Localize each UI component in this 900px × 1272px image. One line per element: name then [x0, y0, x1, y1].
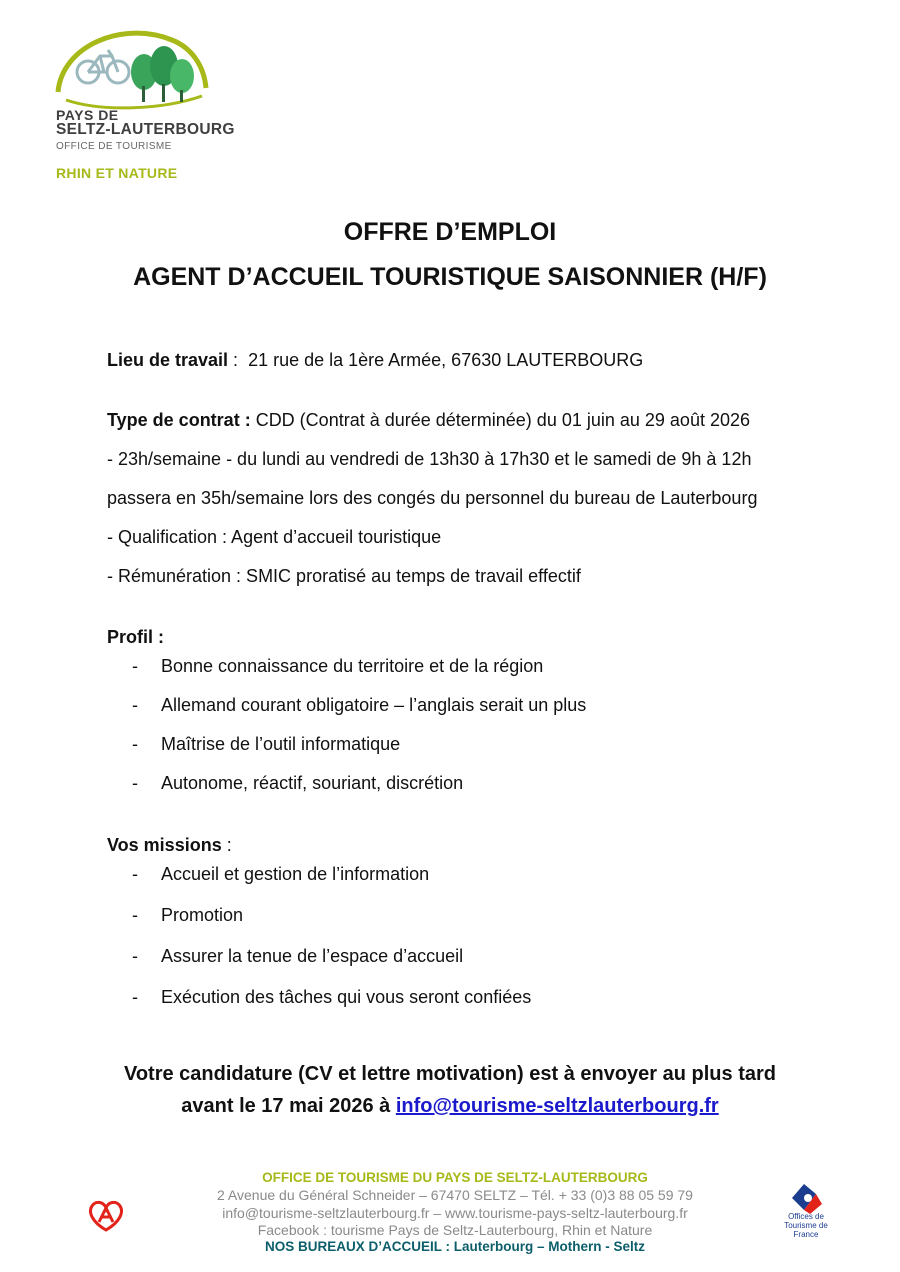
otf-label: Offices de Tourisme de France — [784, 1212, 828, 1239]
contract-qualification: - Qualification : Agent d’accueil touristique — [107, 527, 442, 547]
footer-web[interactable]: info@tourisme-seltzlauterbourg.fr – www.tourisme-pays-seltz-lauterbourg.fr — [222, 1205, 688, 1221]
logo-name-line1: PAYS DE — [56, 107, 119, 123]
missions-heading: Vos missions — [107, 835, 222, 855]
workplace-sep: : — [228, 350, 249, 370]
contract-label: Type de contrat : — [107, 410, 251, 430]
profile-item: Bonne connaissance du territoire et de la région — [161, 656, 544, 676]
logo-name-line2: SELTZ-LAUTERBOURG — [56, 121, 235, 138]
bullet-marker: - — [132, 734, 138, 754]
mission-item: Accueil et gestion de l’information — [161, 864, 430, 884]
workplace-label: Lieu de travail — [107, 350, 229, 370]
workplace-value: 21 rue de la 1ère Armée, 67630 LAUTERBOURG — [248, 350, 644, 370]
profile-heading: Profil : — [107, 627, 164, 647]
contract-hours-extra: passera en 35h/semaine lors des congés du personnel du bureau de Lauterbourg — [107, 488, 758, 508]
mission-item: Assurer la tenue de l’espace d’accueil — [161, 946, 464, 966]
application-email-link[interactable]: info@tourisme-seltzlauterbourg.fr — [395, 1095, 719, 1117]
mission-item: Promotion — [161, 905, 244, 925]
footer-facebook: Facebook : tourisme Pays de Seltz-Lauterbourg, Rhin et Nature — [257, 1222, 653, 1238]
bullet-marker: - — [132, 656, 138, 676]
bullet-marker: - — [132, 946, 138, 966]
bicycle-icon — [77, 50, 129, 83]
application-line2 — [0, 1095, 900, 1118]
profile-item: Autonome, réactif, souriant, discrétion — [161, 773, 464, 793]
application-deadline: avant le 17 mai 2026 à — [181, 1095, 396, 1117]
missions-heading-line — [107, 835, 232, 856]
job-title: AGENT D’ACCUEIL TOURISTIQUE SAISONNIER (H/F) — [133, 263, 767, 291]
profile-item: Maîtrise de l’outil informatique — [161, 734, 401, 754]
alsace-heart-icon — [86, 1198, 126, 1232]
bullet-marker: - — [132, 905, 138, 925]
contract-salary: - Rémunération : SMIC proratisé au temps de travail effectif — [107, 566, 581, 586]
profile-item: Allemand courant obligatoire – l’anglais serait un plus — [161, 695, 587, 715]
bullet-marker: - — [132, 773, 138, 793]
bullet-marker: - — [132, 987, 138, 1007]
mission-item: Exécution des tâches qui vous seront confiées — [161, 987, 532, 1007]
contract-value: CDD (Contrat à durée déterminée) du 01 juin au 29 août 2026 — [250, 410, 750, 430]
missions-heading-suffix: : — [221, 835, 232, 855]
footer-org: OFFICE DE TOURISME DU PAYS DE SELTZ-LAUTERBOURG — [262, 1170, 648, 1185]
contract-hours: - 23h/semaine - du lundi au vendredi de 13h30 à 17h30 et le samedi de 9h à 12h — [107, 449, 752, 469]
application-line1: Votre candidature (CV et lettre motivation) est à envoyer au plus tard — [123, 1063, 776, 1085]
page-title: OFFRE D’EMPLOI — [343, 218, 557, 246]
footer-address: 2 Avenue du Général Schneider – 67470 SELTZ – Tél. + 33 (0)3 88 05 59 79 — [217, 1187, 693, 1203]
bullet-marker: - — [132, 695, 138, 715]
footer-bureaux: NOS BUREAUX D’ACCUEIL : Lauterbourg – Mothern - Seltz — [264, 1239, 646, 1254]
logo-subtitle: OFFICE DE TOURISME — [56, 141, 172, 152]
trees-icon — [131, 46, 194, 102]
contract-line — [107, 410, 750, 431]
bullet-marker: - — [132, 864, 138, 884]
tourism-office-logo — [52, 26, 212, 112]
workplace-line — [107, 350, 643, 371]
logo-tagline: RHIN ET NATURE — [56, 165, 178, 181]
